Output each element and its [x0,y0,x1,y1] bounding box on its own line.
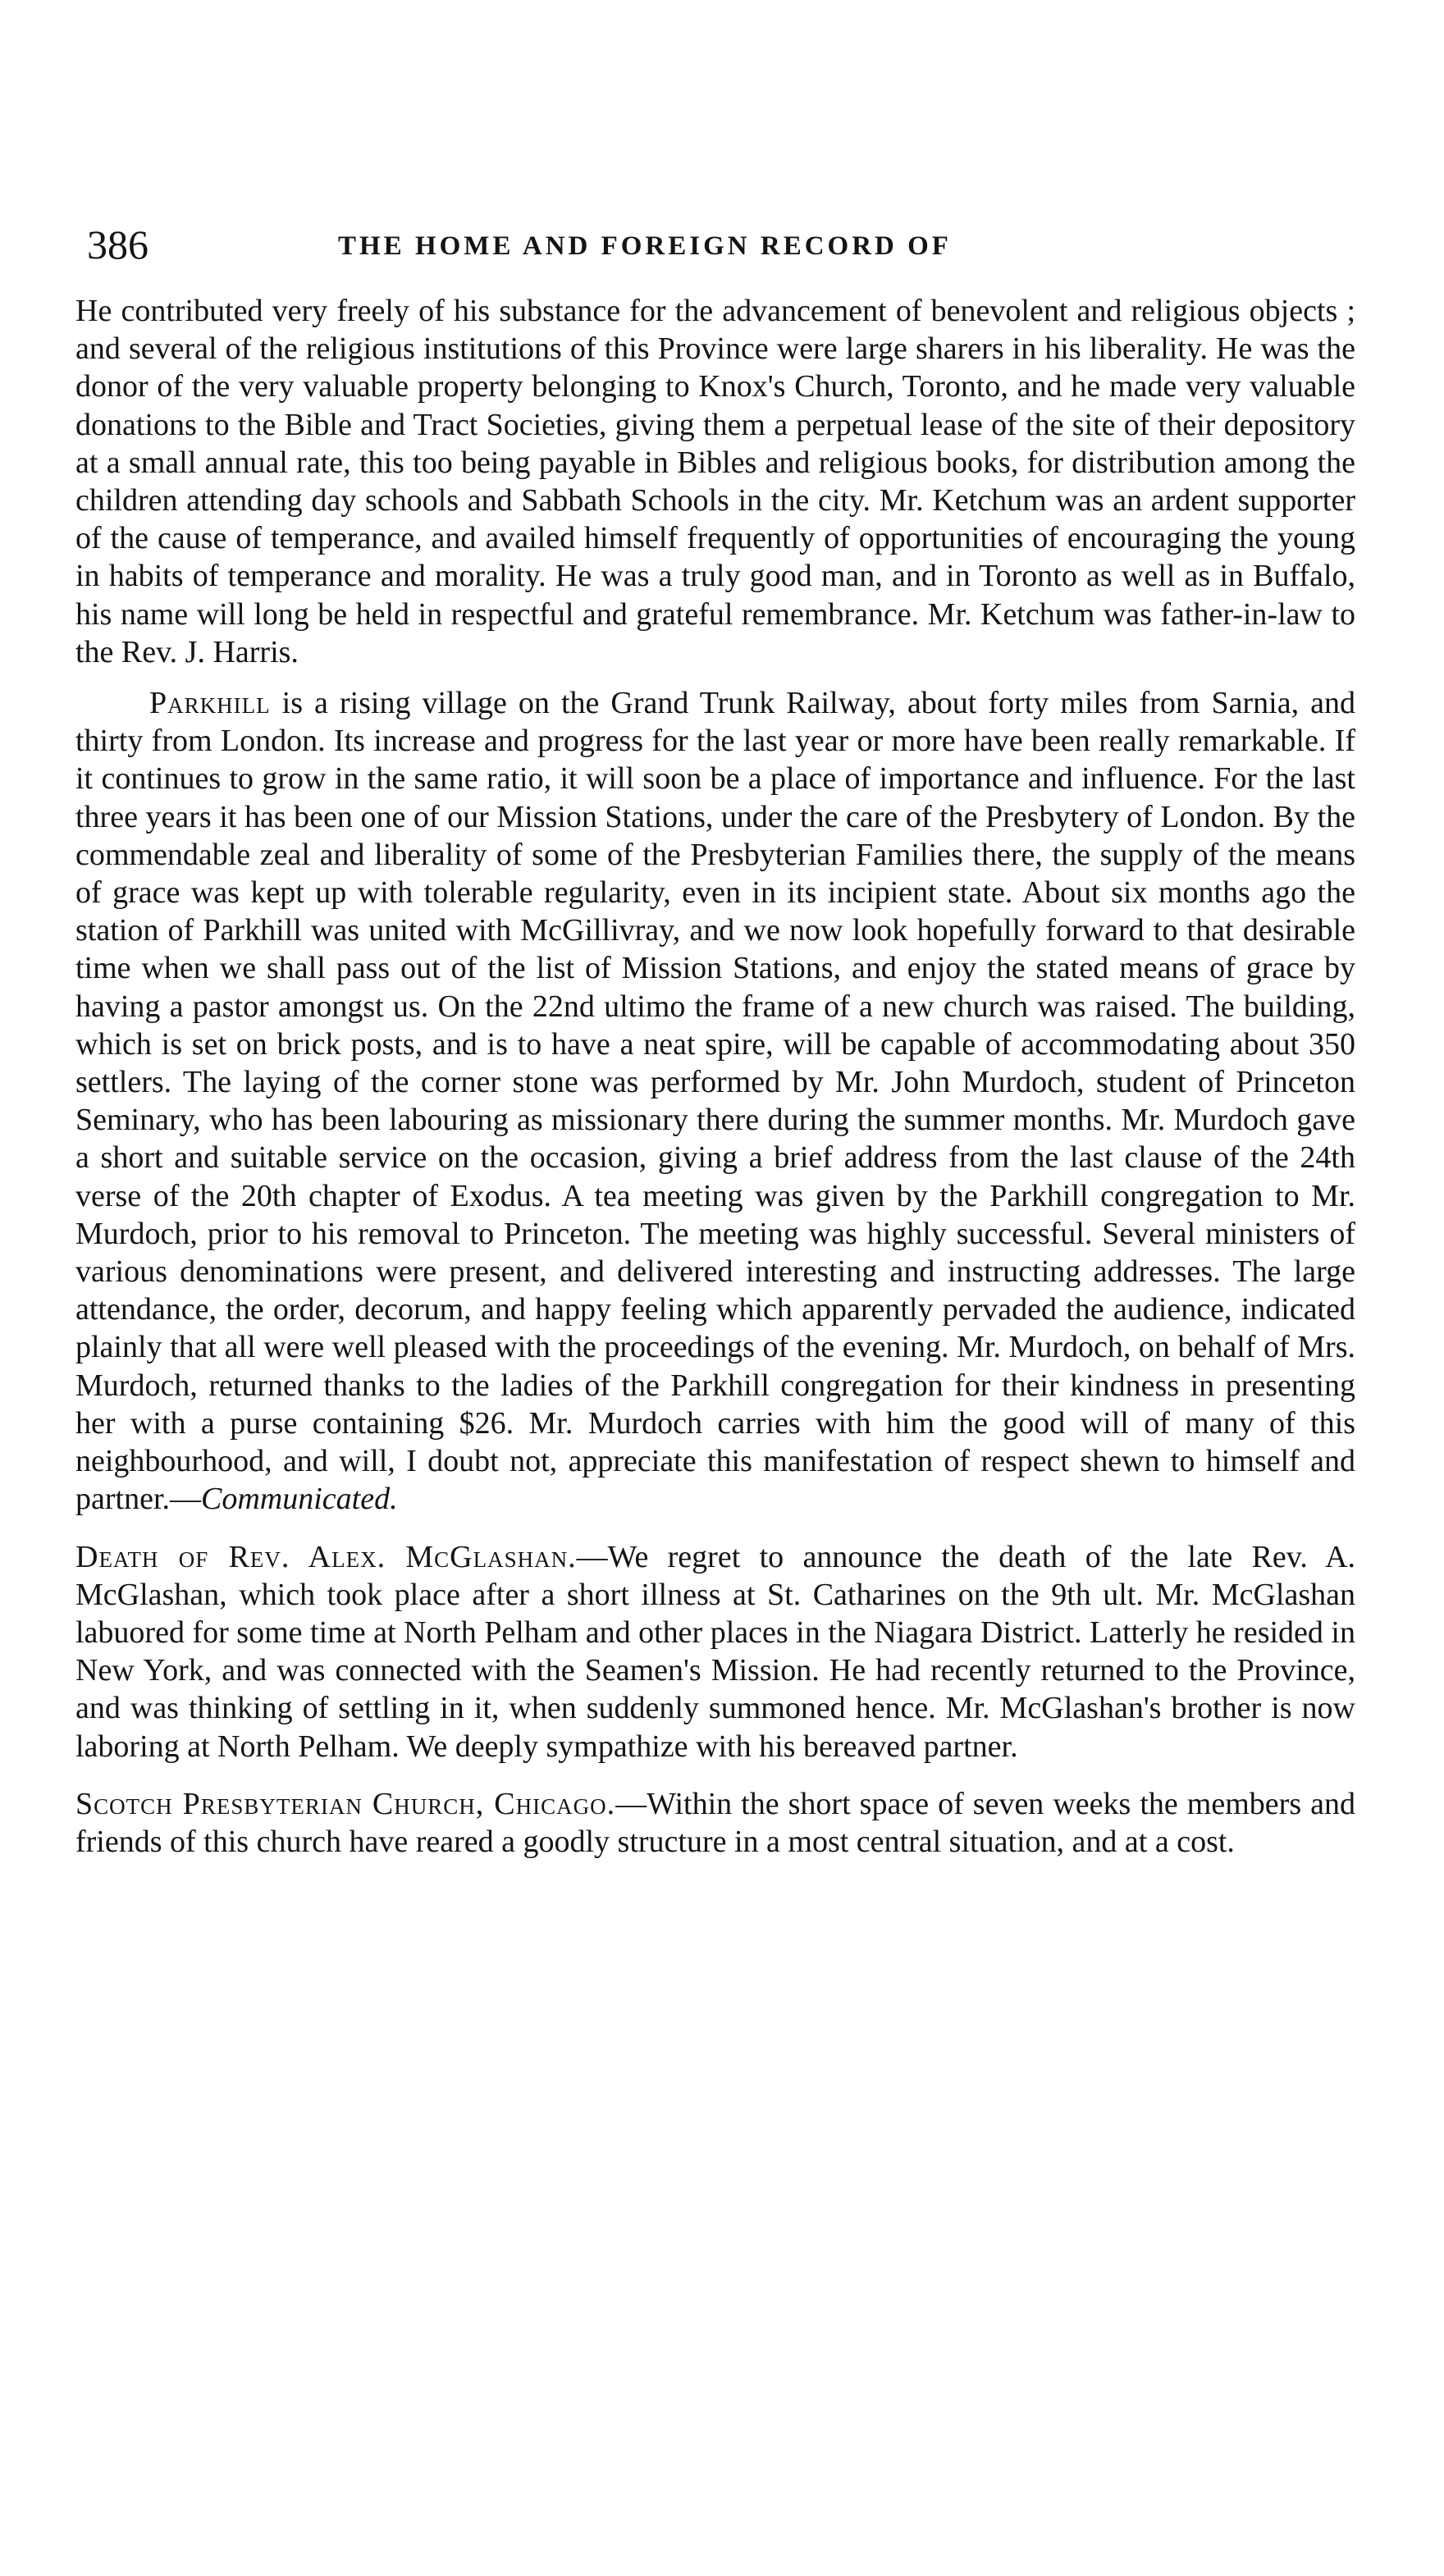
paragraph-mcglashan [75,1538,1355,1765]
running-title: THE HOME AND FOREIGN RECORD OF [338,231,952,261]
paragraph-parkhill [75,684,1355,1518]
parkhill-lead: Parkhill [149,686,271,721]
page-header [75,220,1355,277]
chicago-heading: Scotch Presbyterian Church, Chicago. [75,1786,616,1821]
paragraph-ketchum-text: He contributed very freely of his substance for the advancement of benevolent and religious objects ; and several of the religious institutions of this Province were large sharers in his liberality. He was the donor of the very valuable property belonging to Knox's Church, Toronto, and he made very valuable donations to the Bible and Tract Societies, giving them a perpetual lease of the site of their depository at a small annual rate, this too being payable in Bibles and religious books, for distribution among the children attending day schools and Sabbath Schools in the city. Mr. Ketchum was an ardent supporter of the cause of temperance, and availed himself frequently of opportunities of encouraging the young in habits of temperance and morality. He was a truly good man, and in Toronto as well as in Buffalo, his name will long be held in respectful and grateful remembrance. Mr. Ketchum was father-in-law to the Rev. J. Harris. [75,294,1355,669]
document-page [75,220,1355,1861]
chicago-text: —Within the short space of seven weeks the members and friends of this church have reared a goodly structure in a most central situation, and at a cost. [75,1786,1356,1859]
parkhill-signature: Communicated. [201,1482,398,1517]
mcglashan-text: —We regret to announce the death of the late Rev. A. McGlashan, which took place after a short illness at St. Catharines on the 9th ult. Mr. McGlashan labuored for some time at North Pelham and other places in the Niagara District. Latterly he resided in New York, and was connected with the Seamen's Mission. He had recently returned to the Province, and was thinking of settling in it, when suddenly summoned hence. Mr. McGlashan's brother is now laboring at North Pelham. We deeply sympathize with his bereaved partner. [75,1539,1355,1764]
paragraph-ketchum [75,292,1355,671]
paragraph-chicago [75,1785,1355,1861]
page-number: 386 [87,222,149,267]
parkhill-text: is a rising village on the Grand Trunk Railway, about forty miles from Sarnia, and thirty from London. Its increase and progress for the last year or more have been really remarkable. If it continues to grow in the same ratio, it will soon be a place of importance and influence. For the last three years it has been one of our Mission Stations, under the care of the Presbytery of London. By the commendable zeal and liberality of some of the Presbyterian Families there, the supply of the means of grace was kept up with tolerable regularity, even in its incipient state. About six months ago the station of Parkhill was united with McGillivray, and we now look hopefully forward to that desirable time when we shall pass out of the list of Mission Stations, and enjoy the stated means of grace by having a pastor amongst us. On the 22nd ultimo the frame of a new church was raised. The building, which is set on brick posts, and is to have a neat spire, will be capable of accommodating about 350 settlers. The laying of the corner stone was performed by Mr. John Murdoch, student of Princeton Seminary, who has been labouring as missionary there during the summer months. Mr. Murdoch gave a short and suitable service on the occasion, giving a brief address from the last clause of the 24th verse of the 20th chapter of Exodus. A tea meeting was given by the Parkhill congregation to Mr. Murdoch, prior to his removal to Princeton. The meeting was highly successful. Several ministers of various denominations were present, and delivered interesting and instructing addresses. The large attendance, the order, decorum, and happy feeling which apparently pervaded the audience, indicated plainly that all were well pleased with the proceedings of the evening. Mr. Murdoch, on behalf of Mrs. Murdoch, returned thanks to the ladies of the Parkhill congregation for their kindness in presenting her with a purse containing $26. Mr. Murdoch carries with him the good will of many of this neighbourhood, and will, I doubt not, appreciate this manifestation of respect shewn to himself and partner.— [75,686,1355,1517]
mcglashan-heading: Death of Rev. Alex. McGlashan. [75,1539,577,1574]
